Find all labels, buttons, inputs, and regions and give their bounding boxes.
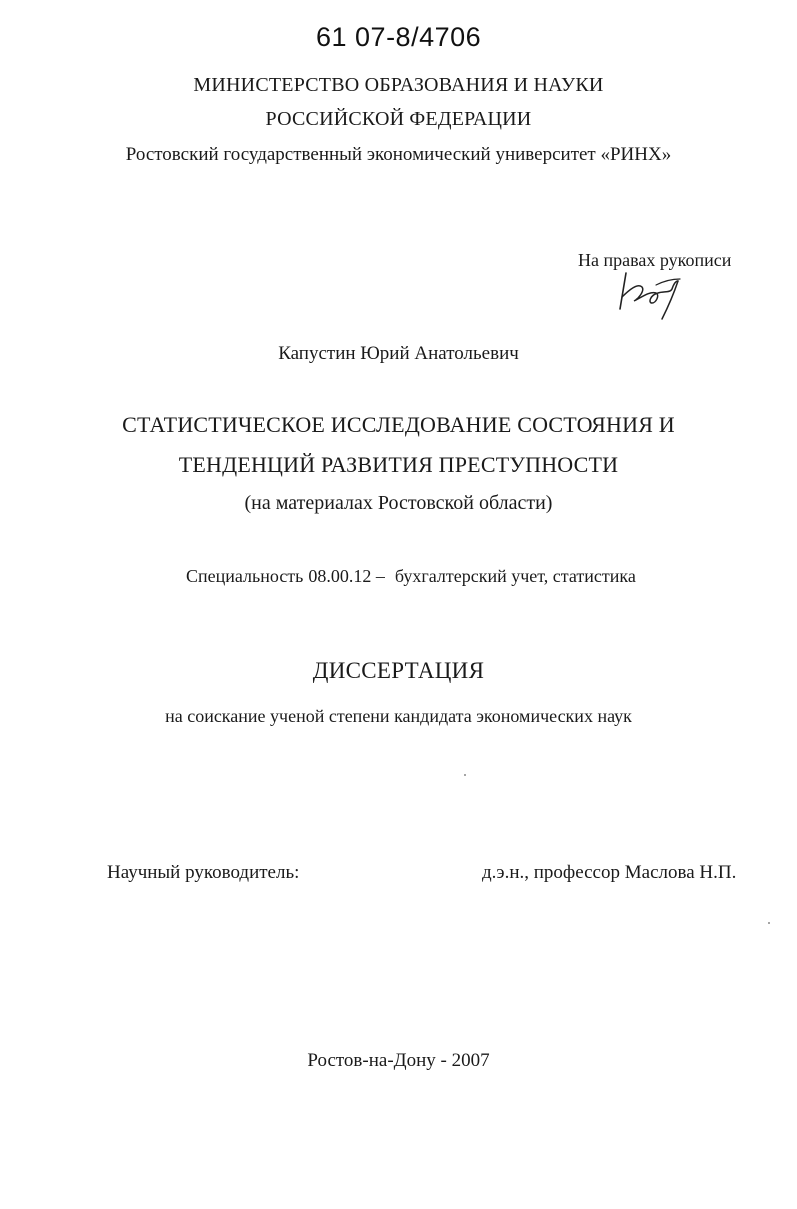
- university-name: Ростовский государственный экономический университет «РИНХ»: [125, 144, 672, 165]
- specialty-line: [186, 566, 636, 587]
- supervisor-label: Научный руководитель:: [107, 862, 300, 883]
- degree-line: на соискание ученой степени кандидата экономических наук: [165, 706, 632, 726]
- scan-speck: [464, 774, 466, 776]
- specialty-label: Специальность: [186, 566, 304, 586]
- title-subtitle: (на материалах Ростовской области): [244, 492, 553, 514]
- document-type: ДИССЕРТАЦИЯ: [312, 658, 485, 683]
- manuscript-note: На правах рукописи: [578, 250, 732, 270]
- signature-icon: [612, 263, 692, 323]
- archive-stamp: 61 07-8/4706: [316, 22, 482, 52]
- title-line-2: ТЕНДЕНЦИЙ РАЗВИТИЯ ПРЕСТУПНОСТИ: [178, 452, 619, 477]
- scan-speck: [768, 922, 770, 924]
- title-line-1: СТАТИСТИЧЕСКОЕ ИССЛЕДОВАНИЕ СОСТОЯНИЯ И: [122, 412, 675, 437]
- supervisor-name: д.э.н., профессор Маслова Н.П.: [482, 862, 737, 883]
- author-name: Капустин Юрий Анатольевич: [278, 343, 519, 364]
- ministry-line-1: МИНИСТЕРСТВО ОБРАЗОВАНИЯ И НАУКИ: [193, 74, 604, 96]
- specialty-field: бухгалтерский учет, статистика: [394, 566, 636, 586]
- specialty-code: 08.00.12 –: [308, 566, 385, 586]
- ministry-line-2: РОССИЙСКОЙ ФЕДЕРАЦИИ: [265, 108, 532, 130]
- city-year: Ростов-на-Дону - 2007: [307, 1050, 490, 1071]
